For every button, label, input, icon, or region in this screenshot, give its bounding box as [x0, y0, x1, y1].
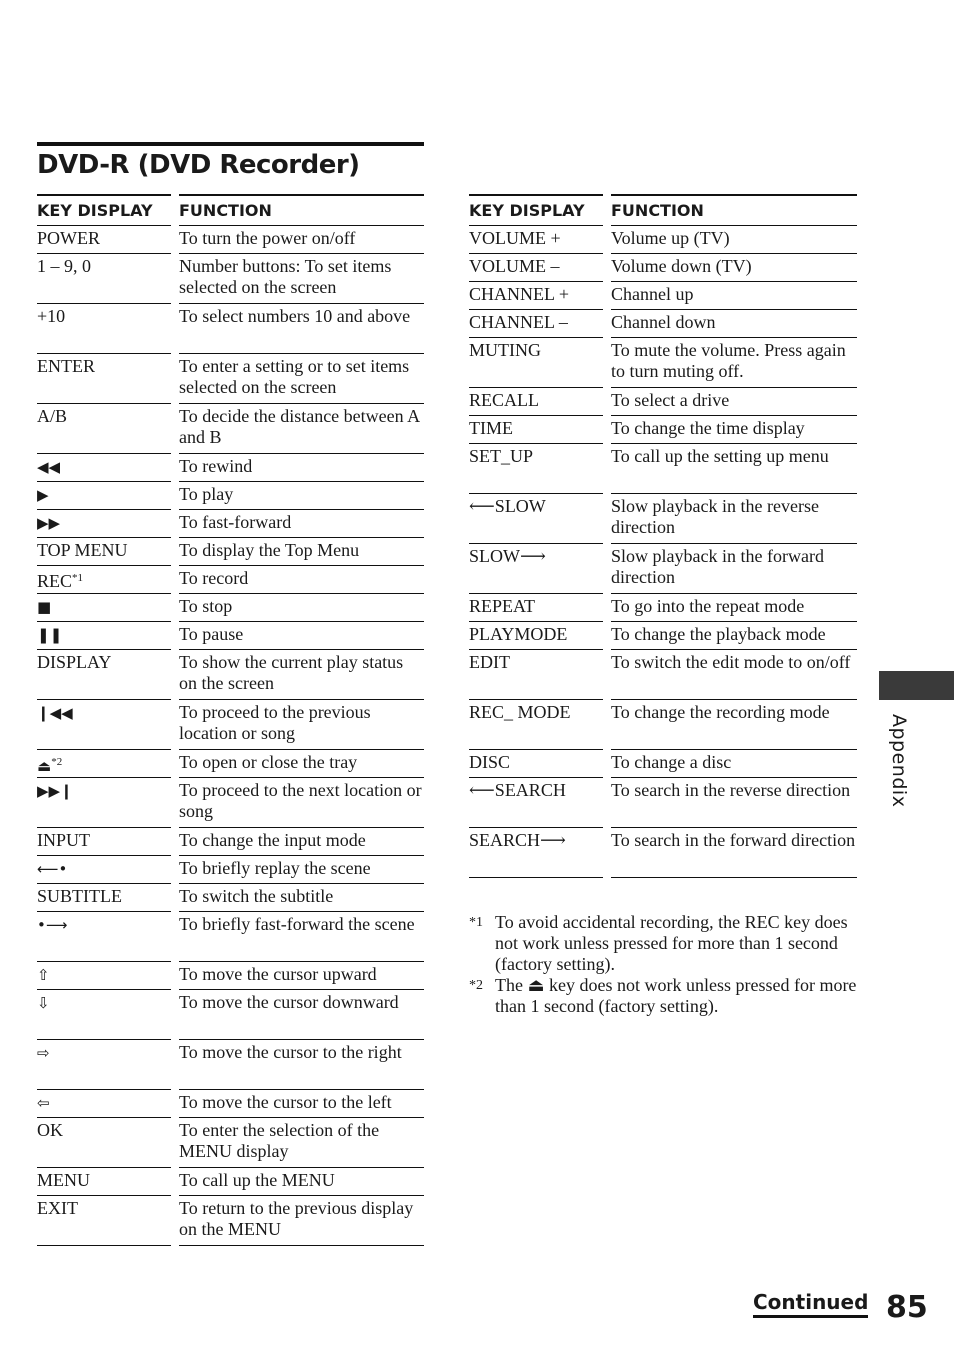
key-label: INPUT [37, 830, 90, 850]
function-cell [179, 1118, 424, 1168]
table-row [37, 700, 424, 750]
function-cell [611, 416, 857, 444]
key-label: ▶▶ [37, 514, 61, 532]
function-text: To fast-forward [179, 510, 424, 538]
key-label: VOLUME + [469, 228, 561, 248]
table-row [469, 226, 857, 254]
function-text: To briefly fast-forward the scene [179, 912, 424, 962]
key-cell [37, 482, 179, 510]
key-label: ⟵SLOW [469, 496, 546, 516]
key-label: EDIT [469, 652, 510, 672]
key-cell [37, 650, 179, 700]
function-text: To rewind [179, 454, 424, 482]
table-row [37, 404, 424, 454]
key-cell [37, 1168, 179, 1196]
function-cell [179, 1196, 424, 1246]
footnote-ref: *1 [72, 572, 84, 584]
function-cell [179, 1040, 424, 1090]
page-title: DVD-R (DVD Recorder) [37, 150, 360, 180]
footnote-text: To avoid accidental recording, the REC key does not work unless pressed for more than 1 second (factory setting). [495, 912, 848, 974]
function-text: To change a disc [611, 750, 857, 778]
function-text: To move the cursor upward [179, 962, 424, 990]
function-text: To call up the MENU [179, 1168, 424, 1196]
table-row [469, 388, 857, 416]
table-row [469, 778, 857, 828]
key-cell [469, 444, 611, 494]
function-text: To change the recording mode [611, 700, 857, 750]
key-label: •⟶ [37, 916, 68, 934]
function-cell [179, 354, 424, 404]
function-cell [179, 650, 424, 700]
table-row [37, 778, 424, 828]
key-cell [469, 650, 611, 700]
key-label: ❙◀◀ [37, 704, 73, 722]
key-display-header: KEY DISPLAY [37, 194, 179, 226]
table-row [37, 650, 424, 700]
footnote [469, 975, 864, 1017]
function-cell [179, 778, 424, 828]
function-text: To go into the repeat mode [611, 594, 857, 622]
table-row [469, 544, 857, 594]
table-row [37, 1040, 424, 1090]
key-label: DISC [469, 752, 511, 772]
function-text: Slow playback in the forward direction [611, 544, 857, 594]
function-cell [179, 482, 424, 510]
function-cell [611, 254, 857, 282]
function-cell [179, 912, 424, 962]
table-row [469, 594, 857, 622]
footnote-mark: *2 [469, 978, 483, 993]
footnote-mark: *1 [469, 915, 483, 930]
function-cell [611, 778, 857, 828]
table-row [37, 622, 424, 650]
key-label: ⏏ [37, 757, 52, 775]
function-text: To stop [179, 594, 424, 622]
function-text: To turn the power on/off [179, 226, 424, 254]
right-key-table [469, 194, 857, 878]
key-label: RECALL [469, 390, 539, 410]
function-cell [179, 1168, 424, 1196]
table-row [37, 482, 424, 510]
function-cell [179, 1090, 424, 1118]
table-row [37, 1090, 424, 1118]
function-cell [179, 750, 424, 778]
key-cell [37, 778, 179, 828]
table-row [37, 566, 424, 594]
function-text: To mute the volume. Press again to turn muting off. [611, 338, 857, 388]
key-cell [469, 700, 611, 750]
key-cell [37, 254, 179, 304]
function-cell [611, 700, 857, 750]
key-label: REC_ MODE [469, 702, 571, 722]
function-cell [611, 338, 857, 388]
key-cell [469, 594, 611, 622]
key-cell [37, 304, 179, 354]
function-text: To call up the setting up menu [611, 444, 857, 494]
key-cell [37, 538, 179, 566]
key-cell [469, 282, 611, 310]
key-cell [37, 1040, 179, 1090]
function-cell [611, 544, 857, 594]
function-text: To proceed to the previous location or song [179, 700, 424, 750]
key-label: ⇩ [37, 994, 50, 1012]
table-row [37, 304, 424, 354]
key-cell [469, 226, 611, 254]
key-cell [37, 990, 179, 1040]
function-text: Volume up (TV) [611, 226, 857, 254]
function-cell [179, 304, 424, 354]
function-cell [179, 856, 424, 884]
function-cell [179, 700, 424, 750]
function-cell [179, 990, 424, 1040]
key-cell [37, 912, 179, 962]
key-cell [37, 884, 179, 912]
key-cell [37, 354, 179, 404]
key-label: ⇨ [37, 1044, 50, 1062]
function-cell [611, 310, 857, 338]
table-row [37, 990, 424, 1040]
table-row [37, 884, 424, 912]
table-row [37, 254, 424, 304]
table-row [469, 310, 857, 338]
function-text: To select a drive [611, 388, 857, 416]
key-label: TIME [469, 418, 513, 438]
function-header: FUNCTION [611, 194, 857, 226]
function-cell [179, 454, 424, 482]
key-label: POWER [37, 228, 100, 248]
table-row [37, 594, 424, 622]
key-label: SET_UP [469, 446, 534, 466]
key-label: SUBTITLE [37, 886, 122, 906]
key-label: ⟵SEARCH [469, 780, 566, 800]
key-label: CHANNEL + [469, 284, 569, 304]
function-text: To enter the selection of the MENU display [179, 1118, 424, 1168]
key-cell [469, 388, 611, 416]
function-cell [611, 594, 857, 622]
function-text: To select numbers 10 and above [179, 304, 424, 354]
function-text: To search in the reverse direction [611, 778, 857, 828]
function-text: Number buttons: To set items selected on the screen [179, 254, 424, 304]
function-cell [611, 226, 857, 254]
key-cell [37, 700, 179, 750]
function-cell [179, 254, 424, 304]
key-cell [37, 1118, 179, 1168]
function-cell [179, 566, 424, 594]
function-text: Channel down [611, 310, 857, 338]
key-cell [469, 544, 611, 594]
function-cell [611, 622, 857, 650]
table-row [37, 856, 424, 884]
key-display-header: KEY DISPLAY [469, 194, 611, 226]
key-cell [37, 1196, 179, 1246]
table-row [37, 226, 424, 254]
function-text: To open or close the tray [179, 750, 424, 778]
title-rule [37, 142, 424, 146]
function-text: Slow playback in the reverse direction [611, 494, 857, 544]
function-text: To search in the forward direction [611, 828, 857, 878]
key-label: ■ [37, 598, 52, 616]
key-label: 1 – 9, 0 [37, 256, 91, 276]
key-cell [37, 226, 179, 254]
function-text: To display the Top Menu [179, 538, 424, 566]
function-cell [179, 962, 424, 990]
key-label: REC [37, 571, 73, 591]
key-label: SEARCH⟶ [469, 830, 566, 850]
table-row [37, 1196, 424, 1246]
table-row [37, 354, 424, 404]
key-label: ⇧ [37, 966, 50, 984]
function-cell [179, 622, 424, 650]
function-text: To briefly replay the scene [179, 856, 424, 884]
function-text: To switch the subtitle [179, 884, 424, 912]
table-row [469, 282, 857, 310]
table-row [37, 1168, 424, 1196]
footnote-ref: *2 [51, 756, 63, 768]
key-cell [469, 254, 611, 282]
function-cell [611, 650, 857, 700]
function-text: To move the cursor downward [179, 990, 424, 1040]
footnote [469, 912, 864, 975]
section-tab [879, 671, 954, 700]
function-text: To pause [179, 622, 424, 650]
table-row [469, 828, 857, 878]
function-cell [179, 404, 424, 454]
key-cell [469, 310, 611, 338]
key-label: ⇦ [37, 1094, 50, 1112]
key-cell [469, 494, 611, 544]
table-row [37, 1118, 424, 1168]
function-cell [611, 494, 857, 544]
key-label: EXIT [37, 1198, 78, 1218]
table-row [469, 700, 857, 750]
function-cell [611, 388, 857, 416]
key-label: DISPLAY [37, 652, 112, 672]
function-cell [611, 828, 857, 878]
function-cell [179, 884, 424, 912]
key-label: ENTER [37, 356, 95, 376]
function-text: To proceed to the next location or song [179, 778, 424, 828]
key-cell [469, 622, 611, 650]
key-label: CHANNEL – [469, 312, 568, 332]
table-row [469, 650, 857, 700]
section-label: Appendix [888, 714, 910, 808]
function-header: FUNCTION [179, 194, 424, 226]
function-cell [179, 594, 424, 622]
function-cell [179, 538, 424, 566]
key-cell [469, 828, 611, 878]
function-text: To change the input mode [179, 828, 424, 856]
table-row [37, 510, 424, 538]
key-cell [37, 856, 179, 884]
function-text: Volume down (TV) [611, 254, 857, 282]
key-label: ◀◀ [37, 458, 61, 476]
function-cell [611, 282, 857, 310]
function-text: To record [179, 566, 424, 594]
key-cell [37, 404, 179, 454]
page-number: 85 [886, 1290, 928, 1325]
table-row [469, 254, 857, 282]
key-label: ▶▶❙ [37, 782, 73, 800]
key-label: ❚❚ [37, 626, 63, 644]
function-text: To play [179, 482, 424, 510]
key-label: ⟵• [37, 860, 68, 878]
table-row [37, 538, 424, 566]
table-row [469, 750, 857, 778]
key-label: ▶ [37, 486, 49, 504]
key-label: OK [37, 1120, 63, 1140]
table-row [469, 444, 857, 494]
function-text: To move the cursor to the right [179, 1040, 424, 1090]
key-label: VOLUME – [469, 256, 560, 276]
key-label: A/B [37, 406, 68, 426]
key-label: PLAYMODE [469, 624, 568, 644]
table-row [37, 750, 424, 778]
function-text: To show the current play status on the screen [179, 650, 424, 700]
key-cell [37, 750, 179, 778]
function-text: To decide the distance between A and B [179, 404, 424, 454]
table-row [37, 454, 424, 482]
function-cell [179, 226, 424, 254]
key-cell [469, 416, 611, 444]
function-text: To enter a setting or to set items selected on the screen [179, 354, 424, 404]
table-row [37, 828, 424, 856]
function-cell [179, 828, 424, 856]
function-cell [611, 750, 857, 778]
left-key-table [37, 194, 424, 1246]
function-text: To change the time display [611, 416, 857, 444]
key-cell [37, 1090, 179, 1118]
function-text: To move the cursor to the left [179, 1090, 424, 1118]
key-label: MUTING [469, 340, 541, 360]
key-label: SLOW⟶ [469, 546, 546, 566]
function-cell [611, 444, 857, 494]
continued-label: Continued [753, 1290, 868, 1318]
table-row [469, 622, 857, 650]
table-row [37, 962, 424, 990]
function-cell [179, 510, 424, 538]
key-cell [469, 778, 611, 828]
key-cell [37, 594, 179, 622]
table-row [469, 338, 857, 388]
key-cell [37, 962, 179, 990]
function-text: To return to the previous display on the MENU [179, 1196, 424, 1246]
key-label: MENU [37, 1170, 90, 1190]
key-cell [37, 454, 179, 482]
key-label: TOP MENU [37, 540, 128, 560]
key-label: +10 [37, 306, 66, 326]
function-text: To switch the edit mode to on/off [611, 650, 857, 700]
key-cell [37, 622, 179, 650]
function-text: Channel up [611, 282, 857, 310]
key-cell [469, 750, 611, 778]
table-row [469, 416, 857, 444]
key-cell [469, 338, 611, 388]
footnote-text: The ⏏ key does not work unless pressed for more than 1 second (factory setting). [495, 975, 857, 1016]
key-cell [37, 828, 179, 856]
footnotes [469, 912, 864, 1017]
table-row [37, 912, 424, 962]
key-label: REPEAT [469, 596, 536, 616]
key-cell [37, 566, 179, 594]
function-text: To change the playback mode [611, 622, 857, 650]
table-row [469, 494, 857, 544]
key-cell [37, 510, 179, 538]
